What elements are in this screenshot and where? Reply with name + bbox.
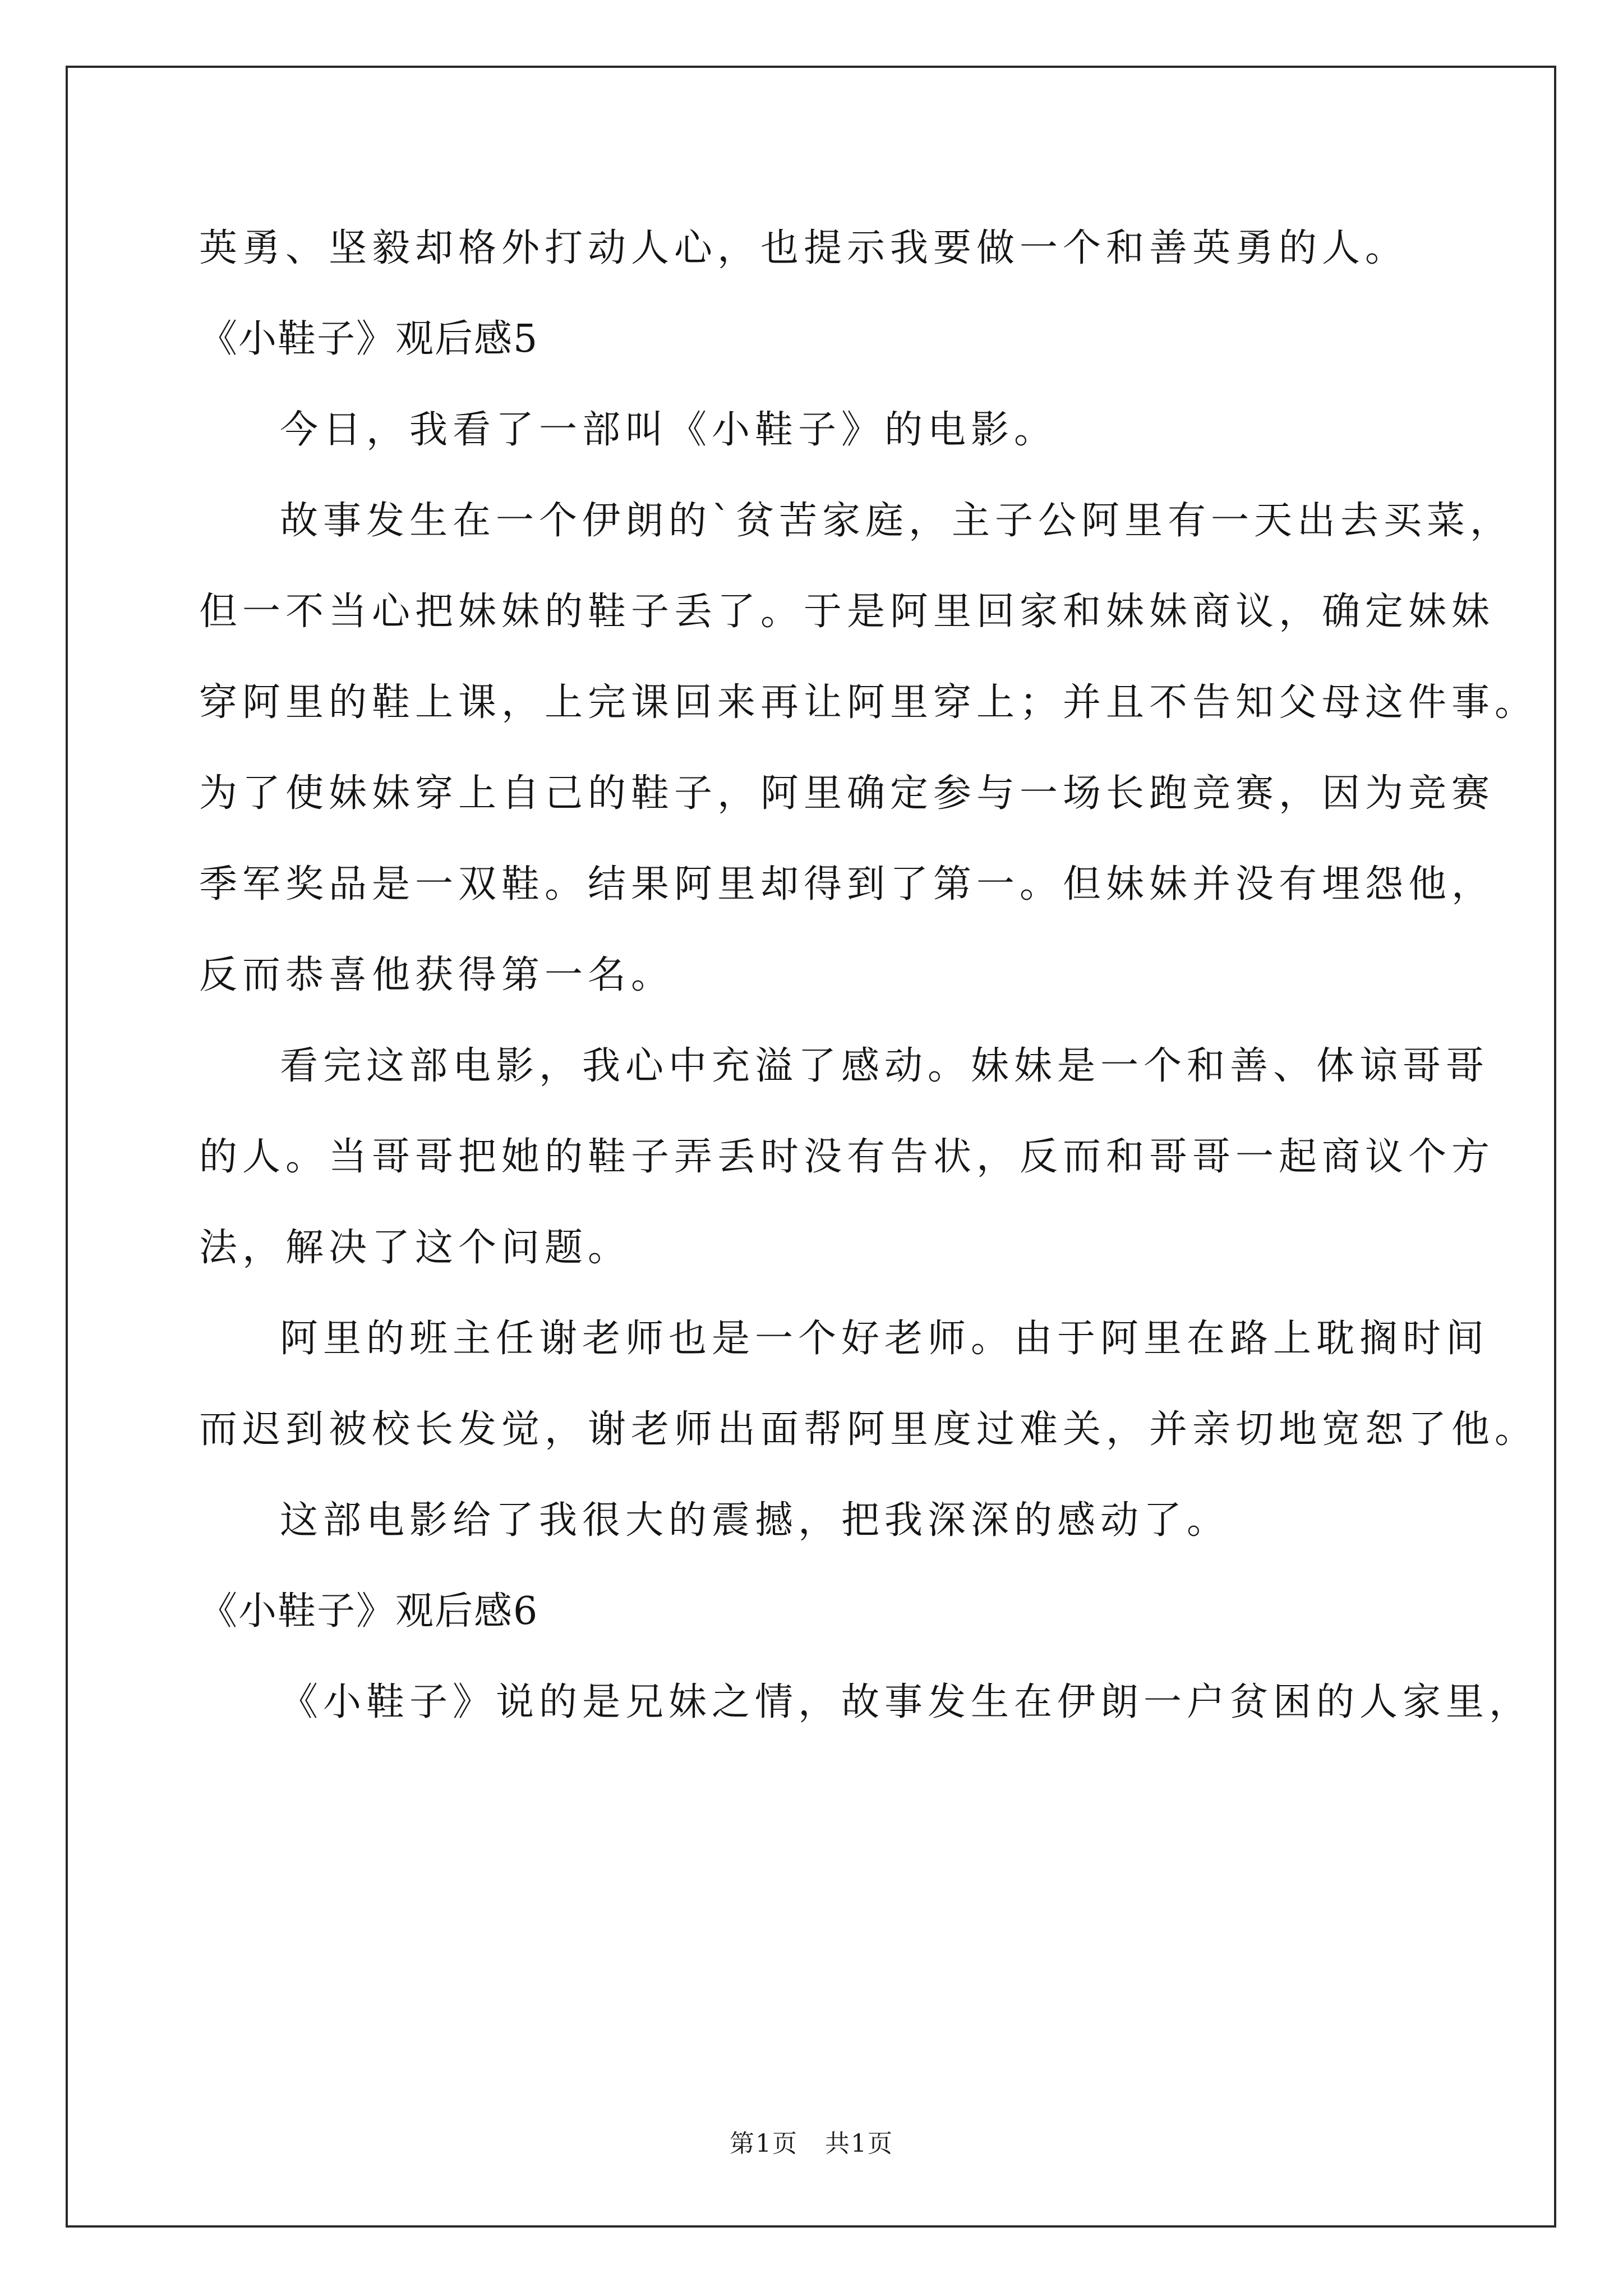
paragraph-line: 反而恭喜他获得第一名。 [199,953,675,997]
paragraph-line: 这部电影给了我很大的震撼，把我深深的感动了。 [280,1498,1230,1543]
paragraph-line: 穿阿里的鞋上课，上完课回来再让阿里穿上；并且不告知父母这件事。 [199,680,1538,725]
paragraph-line: 为了使妹妹穿上自己的鞋子，阿里确定参与一场长跑竞赛，因为竞赛 [199,771,1495,816]
section-heading: 《小鞋子》观后感5 [199,317,539,361]
paragraph-line: 《小鞋子》说的是兄妹之情，故事发生在伊朗一户贫困的人家里， [280,1680,1533,1724]
paragraph-line: 法，解决了这个问题。 [199,1226,631,1270]
paragraph-line: 而迟到被校长发觉，谢老师出面帮阿里度过难关，并亲切地宽恕了他。 [199,1407,1538,1452]
section-heading: 《小鞋子》观后感6 [199,1589,539,1634]
page-number-footer: 第1页 共1页 [730,2129,893,2158]
paragraph-line: 阿里的班主任谢老师也是一个好老师。由于阿里在路上耽搁时间 [280,1317,1490,1361]
paragraph-line: 但一不当心把妹妹的鞋子丢了。于是阿里回家和妹妹商议，确定妹妹 [199,590,1495,634]
paragraph-line: 的人。当哥哥把她的鞋子弄丢时没有告状，反而和哥哥一起商议个方 [199,1135,1495,1179]
paragraph-line: 今日，我看了一部叫《小鞋子》的电影。 [280,408,1058,452]
paragraph-line: 看完这部电影，我心中充溢了感动。妹妹是一个和善、体谅哥哥 [280,1044,1490,1088]
document-body [199,220,1538,1765]
paragraph-line: 故事发生在一个伊朗的`贫苦家庭，主子公阿里有一天出去买菜， [280,499,1514,543]
paragraph-line: 季军奖品是一双鞋。结果阿里却得到了第一。但妹妹并没有埋怨他， [199,862,1495,907]
paragraph-line: 英勇、坚毅却格外打动人心，也提示我要做一个和善英勇的人。 [199,226,1409,270]
